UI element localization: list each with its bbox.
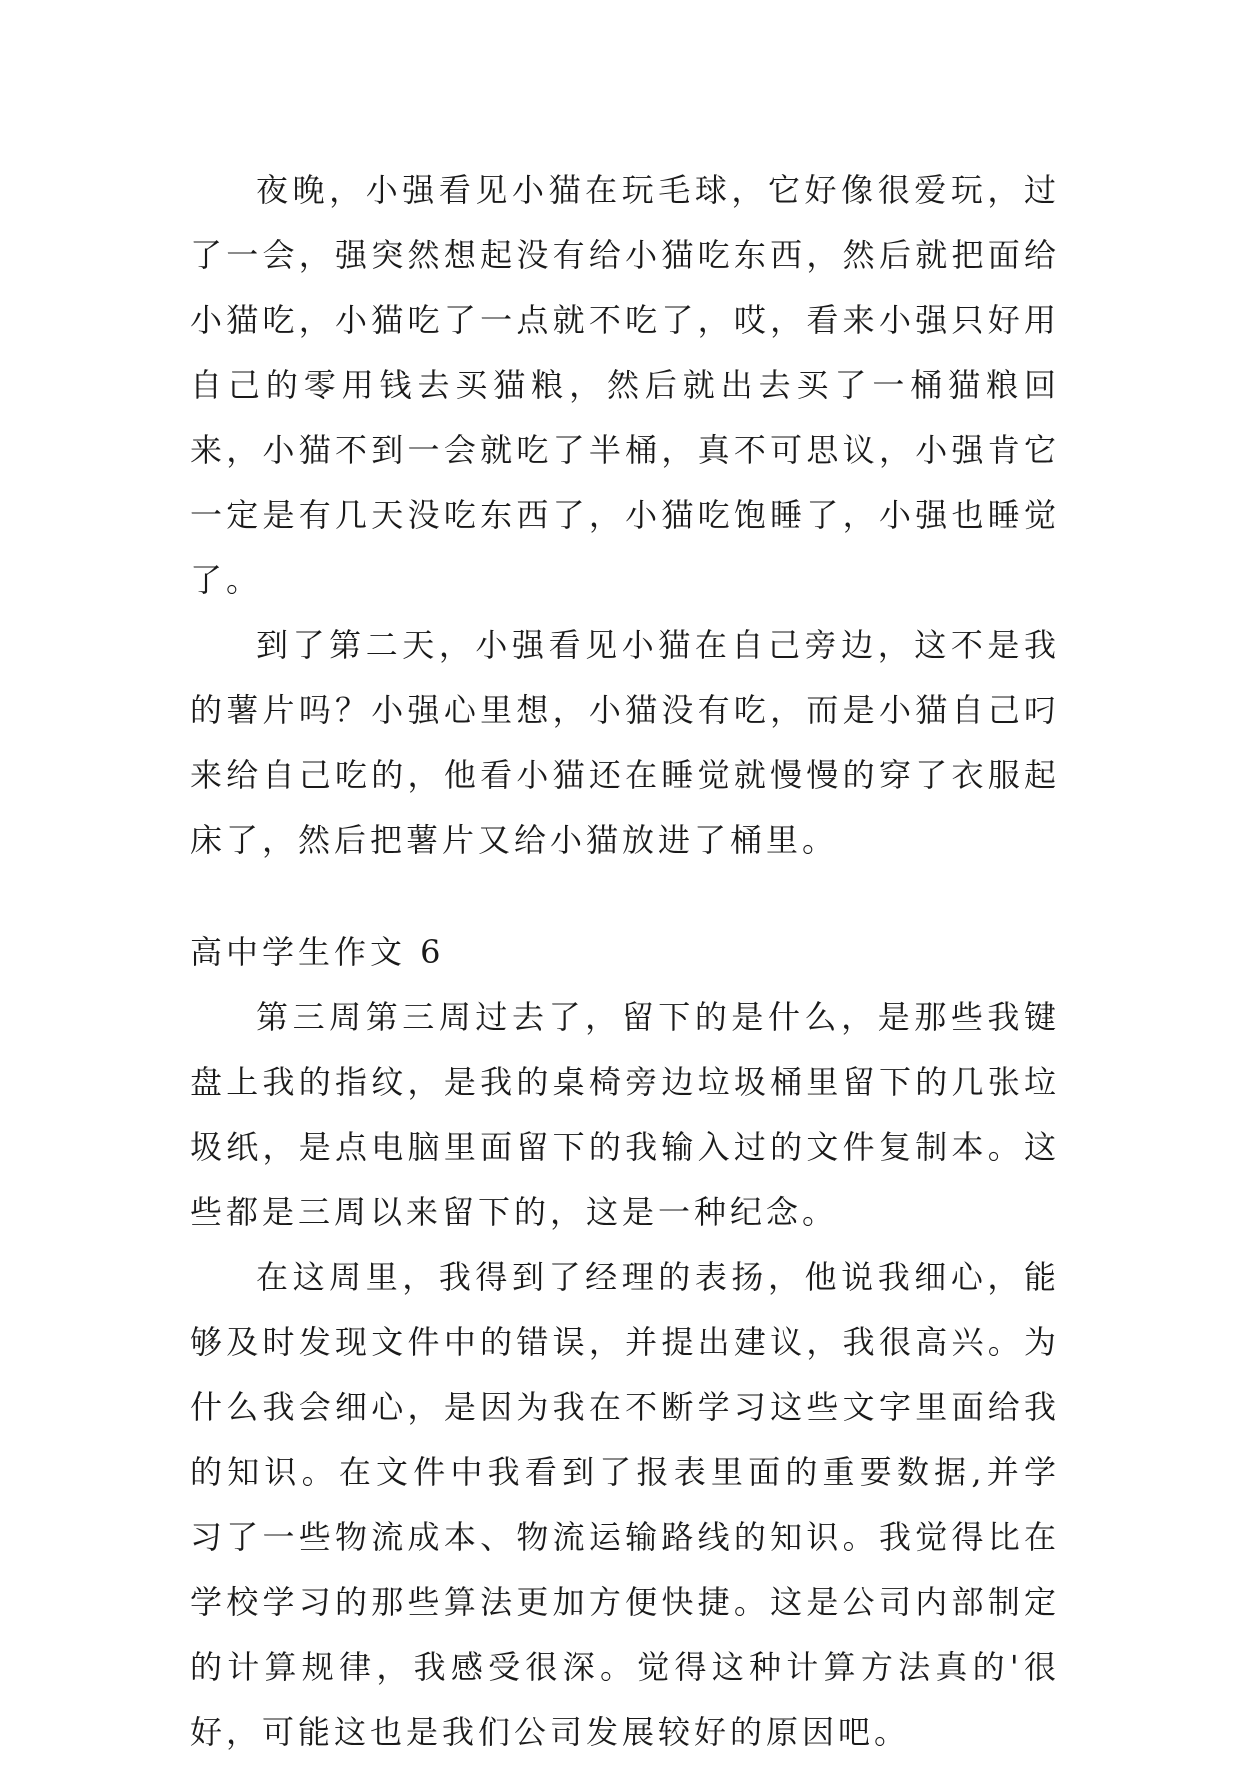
paragraph-third-week: 第三周第三周过去了，留下的是什么，是那些我键盘上我的指纹，是我的桌椅旁边垃圾桶里留下的几张垃圾纸，是点电脑里面留下的我输入过的文件复制本。这些都是三周以来留下的，这是一种纪念。 bbox=[190, 998, 1060, 1231]
paragraph-night-cat: 夜晚，小强看见小猫在玩毛球，它好像很爱玩，过了一会，强突然想起没有给小猫吃东西，然后就把面给小猫吃，小猫吃了一点就不吃了，哎，看来小强只好用自己的零用钱去买猫粮，然后就出去买了一桶猫粮回来，小猫不到一会就吃了半桶，真不可思议，小强肯它一定是有几天没吃东西了，小猫吃饱睡了，小强也睡觉了。 bbox=[190, 171, 1060, 599]
section-title: 高中学生作文 6 bbox=[190, 933, 445, 971]
paragraph-this-week: 在这周里，我得到了经理的表扬，他说我细心，能够及时发现文件中的错误，并提出建议，我很高兴。为什么我会细心，是因为我在不断学习这些文字里面给我的知识。在文件中我看到了报表里面的重要数据,并学习了一些物流成本、物流运输路线的知识。我觉得比在学校学习的那些算法更加方便快捷。这是公司内部制定的计算规律，我感受很深。觉得这种计算方法真的'很好，可能这也是我们公司发展较好的原因吧。 bbox=[190, 1258, 1060, 1751]
document-body bbox=[190, 158, 1060, 1765]
paragraph-next-day: 到了第二天，小强看见小猫在自己旁边，这不是我的薯片吗？小强心里想，小猫没有吃，而是小猫自己叼来给自己吃的，他看小猫还在睡觉就慢慢的穿了衣服起床了，然后把薯片又给小猫放进了桶里。 bbox=[190, 626, 1060, 859]
